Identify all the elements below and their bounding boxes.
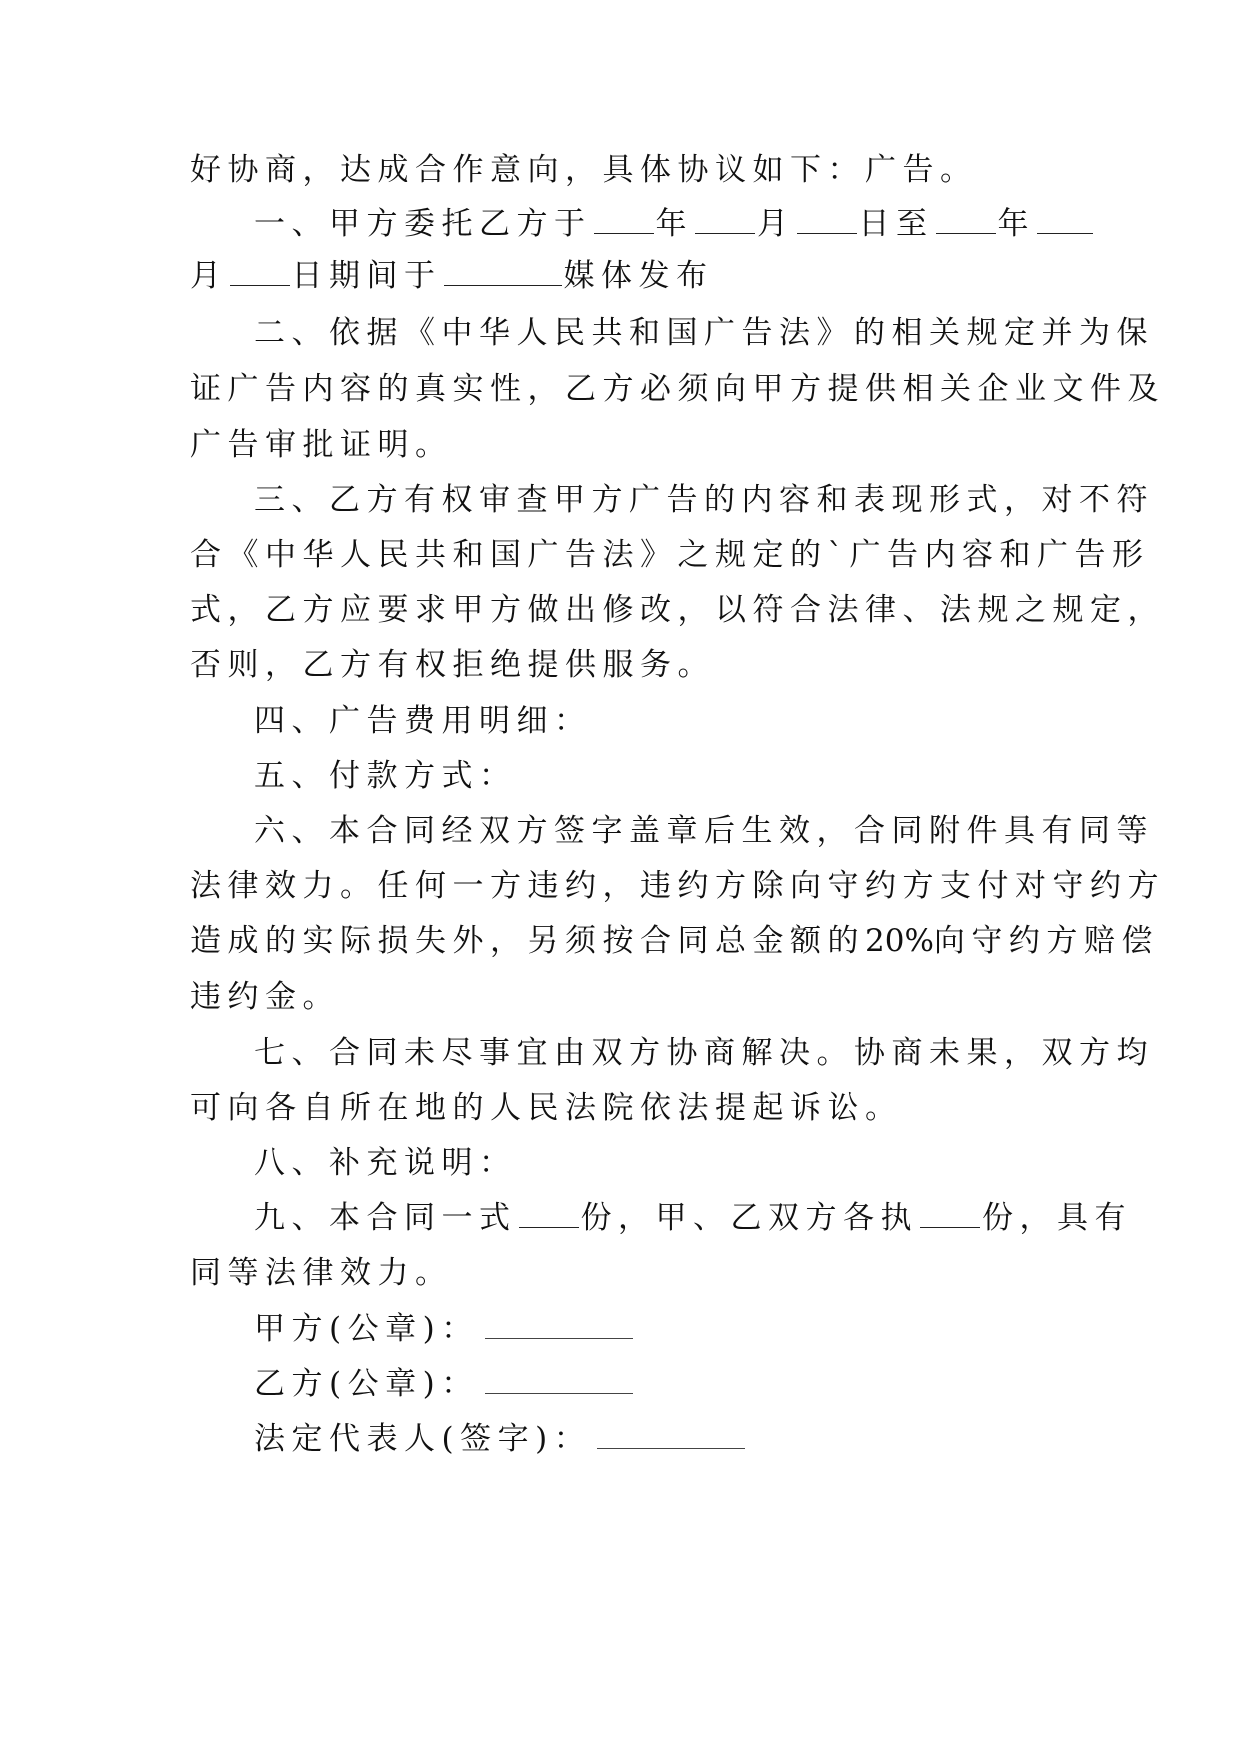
text: 五、付款方式： <box>254 758 517 794</box>
text: 一、甲方委托乙方于 <box>254 206 592 242</box>
text: 式，乙方应要求甲方做出修改，以符合法律、法规之规定， <box>190 592 1165 628</box>
blank-field <box>230 259 290 286</box>
blank-field <box>920 1201 980 1228</box>
text: 月 <box>190 258 228 294</box>
blank-field <box>797 207 857 234</box>
clause-5-line <box>254 756 517 796</box>
text: 广告审批证明。 <box>190 427 453 463</box>
text: 违约金。 <box>190 979 340 1015</box>
text: 可向各自所在地的人民法院依法提起诉讼。 <box>190 1090 903 1126</box>
text: 法定代表人(签字)： <box>254 1421 592 1457</box>
text: 份，甲、乙双方各执 <box>580 1200 918 1236</box>
text: 向守约方赔偿 <box>933 923 1159 959</box>
text: 月 <box>757 206 795 242</box>
blank-field <box>519 1201 579 1228</box>
text: 三、乙方有权审查甲方广告的内容和表现形式，对不符 <box>254 482 1154 518</box>
clause-9-line-1 <box>254 1198 1132 1238</box>
text: 四、广告费用明细： <box>254 703 592 739</box>
clause-7-line-2 <box>190 1088 903 1128</box>
text: 八、补充说明： <box>254 1145 517 1181</box>
text: 同等法律效力。 <box>190 1255 453 1291</box>
text: 甲方(公章)： <box>254 1311 479 1347</box>
text: 二、依据《中华人民共和国广告法》的相关规定并为保 <box>254 315 1154 351</box>
clause-2-line-1 <box>254 313 1154 353</box>
clause-6-line-2 <box>190 866 1165 906</box>
clause-4-line <box>254 701 592 741</box>
clause-1-line-1 <box>254 204 1095 244</box>
text: 日至 <box>858 206 934 242</box>
clause-6-line-3 <box>190 921 1159 961</box>
clause-1-line-2 <box>190 256 714 296</box>
blank-field <box>936 207 996 234</box>
clause-8-line <box>254 1143 517 1183</box>
clause-3-line-2 <box>190 535 1150 575</box>
text: 造成的实际损失外，另须按合同总金额的 <box>190 923 865 959</box>
text: 否则，乙方有权拒绝提供服务。 <box>190 647 715 683</box>
clause-7-line-1 <box>254 1033 1154 1073</box>
clause-2-line-3 <box>190 425 453 465</box>
text: 七、合同未尽事宜由双方协商解决。协商未果，双方均 <box>254 1035 1154 1071</box>
signature-party-b <box>254 1364 633 1404</box>
text: 九、本合同一式 <box>254 1200 517 1236</box>
blank-field <box>444 259 562 286</box>
signature-party-a <box>254 1309 633 1349</box>
text: 合《中华人民共和国广告法》之规定的`广告内容和广告形 <box>190 537 1150 573</box>
clause-2-line-2 <box>190 369 1165 409</box>
text: 乙方(公章)： <box>254 1366 479 1402</box>
text: 媒体发布 <box>563 258 714 294</box>
text: 年 <box>997 206 1035 242</box>
text: 好协商，达成合作意向，具体协议如下：广告。 <box>190 152 978 188</box>
clause-6-line-4 <box>190 977 340 1017</box>
signature-legal-rep <box>254 1419 745 1459</box>
signature-blank <box>597 1424 745 1449</box>
signature-blank <box>485 1369 633 1394</box>
text: 六、本合同经双方签字盖章后生效，合同附件具有同等 <box>254 813 1154 849</box>
blank-field <box>1037 207 1093 234</box>
signature-blank <box>485 1314 633 1339</box>
blank-field <box>594 207 654 234</box>
clause-9-line-2 <box>190 1253 453 1293</box>
clause-6-line-1 <box>254 811 1154 851</box>
text: 20% <box>865 923 934 959</box>
text: 法律效力。任何一方违约，违约方除向守约方支付对守约方 <box>190 868 1165 904</box>
clause-3-line-1 <box>254 480 1154 520</box>
clause-3-line-4 <box>190 645 715 685</box>
text: 日期间于 <box>291 258 442 294</box>
text: 证广告内容的真实性，乙方必须向甲方提供相关企业文件及 <box>190 371 1165 407</box>
clause-3-line-3 <box>190 590 1165 630</box>
blank-field <box>695 207 755 234</box>
paragraph-intro-line <box>190 150 978 190</box>
text: 份，具有 <box>982 1200 1132 1236</box>
text: 年 <box>655 206 693 242</box>
